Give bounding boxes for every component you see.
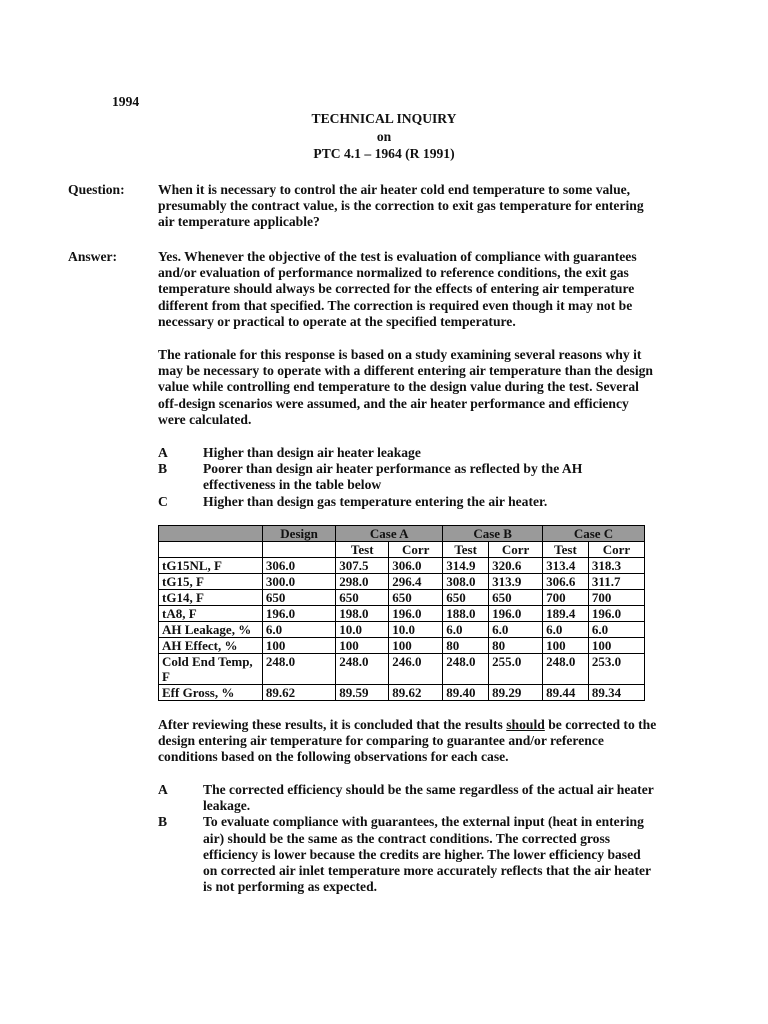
table-subheader: Test bbox=[336, 542, 389, 558]
table-group-header: Case B bbox=[443, 526, 543, 542]
table-cell: 306.6 bbox=[543, 574, 589, 590]
scenario-text: Higher than design air heater leakage bbox=[203, 445, 421, 460]
table-cell: 650 bbox=[389, 590, 443, 606]
table-subheader: Corr bbox=[389, 542, 443, 558]
table-cell: 253.0 bbox=[588, 654, 644, 685]
table-cell: 306.0 bbox=[262, 558, 335, 574]
table-row bbox=[159, 685, 645, 701]
table-subheader-blank bbox=[262, 542, 335, 558]
table-row-label: tG15NL, F bbox=[159, 558, 263, 574]
table-cell: 298.0 bbox=[336, 574, 389, 590]
table-cell: 6.0 bbox=[262, 622, 335, 638]
scenario-list bbox=[158, 445, 658, 510]
table-cell: 100 bbox=[588, 638, 644, 654]
table-cell: 100 bbox=[543, 638, 589, 654]
table-row-label: AH Effect, % bbox=[159, 638, 263, 654]
table-cell: 89.62 bbox=[262, 685, 335, 701]
scenario-marker: A bbox=[158, 445, 168, 460]
table-cell: 306.0 bbox=[389, 558, 443, 574]
table-cell: 296.4 bbox=[389, 574, 443, 590]
table-row bbox=[159, 622, 645, 638]
observation-item bbox=[158, 782, 658, 814]
table-subheader-row bbox=[159, 542, 645, 558]
table-cell: 313.9 bbox=[489, 574, 543, 590]
table-cell: 89.59 bbox=[336, 685, 389, 701]
table-cell: 189.4 bbox=[543, 606, 589, 622]
conclusion-text-post: be corrected to the design entering air temperature for comparing to guarantee and/or reference conditions based on the following observations for each case. bbox=[158, 717, 657, 765]
observation-list bbox=[158, 782, 658, 895]
table-cell: 248.0 bbox=[443, 654, 489, 685]
table-cell: 6.0 bbox=[543, 622, 589, 638]
scenario-item bbox=[158, 445, 658, 461]
table-cell: 650 bbox=[262, 590, 335, 606]
table-cell: 311.7 bbox=[588, 574, 644, 590]
table-cell: 89.34 bbox=[588, 685, 644, 701]
table-row-label: tA8, F bbox=[159, 606, 263, 622]
table-row-label: AH Leakage, % bbox=[159, 622, 263, 638]
observation-marker: A bbox=[158, 782, 168, 797]
table-cell: 196.0 bbox=[262, 606, 335, 622]
table-group-header: Case A bbox=[336, 526, 443, 542]
table-cell: 320.6 bbox=[489, 558, 543, 574]
question-text: When it is necessary to control the air heater cold end temperature to some value, presumably the contract value, is the correction to exit gas temperature for entering air temperature applicable? bbox=[158, 182, 644, 230]
table-cell: 80 bbox=[443, 638, 489, 654]
observation-text: To evaluate compliance with guarantees, the external input (heat in entering air) should be the same as the contract conditions. The corrected gross efficiency is lower because the credits are higher. The lower efficiency based on corrected air inlet temperature more accurately reflects that the air heater is not performing as expected. bbox=[203, 814, 651, 895]
table-subheader: Test bbox=[443, 542, 489, 558]
conclusion-paragraph bbox=[158, 717, 658, 766]
answer-label: Answer: bbox=[68, 249, 118, 264]
document-title-on: on bbox=[376, 129, 392, 144]
table-group-header-row bbox=[159, 526, 645, 542]
table-cell: 314.9 bbox=[443, 558, 489, 574]
table-cell: 300.0 bbox=[262, 574, 335, 590]
table-subheader: Test bbox=[543, 542, 589, 558]
table-subheader: Corr bbox=[489, 542, 543, 558]
year: 1994 bbox=[112, 94, 140, 109]
table-cell: 196.0 bbox=[389, 606, 443, 622]
scenario-item bbox=[158, 461, 658, 493]
table-group-header: Case C bbox=[543, 526, 645, 542]
table-cell: 650 bbox=[489, 590, 543, 606]
question-label: Question: bbox=[68, 182, 125, 197]
observation-marker: B bbox=[158, 814, 168, 830]
table-cell: 188.0 bbox=[443, 606, 489, 622]
table-row bbox=[159, 606, 645, 622]
table-cell: 650 bbox=[443, 590, 489, 606]
table-row-label: tG14, F bbox=[159, 590, 263, 606]
table-group-header: Design bbox=[262, 526, 335, 542]
table-cell: 6.0 bbox=[588, 622, 644, 638]
answer-paragraph-2: The rationale for this response is based on a study examining several reasons why it may be necessary to operate with a different entering air temperature than the design value while controlling end temperature to the design value during the test. Several off-design scenarios were assumed, and the air heater performance and efficiency were calculated. bbox=[158, 347, 653, 427]
table-cell: 198.0 bbox=[336, 606, 389, 622]
table-cell: 308.0 bbox=[443, 574, 489, 590]
table-cell: 196.0 bbox=[588, 606, 644, 622]
table-row bbox=[159, 654, 645, 685]
table-cell: 307.5 bbox=[336, 558, 389, 574]
table-row-label: tG15, F bbox=[159, 574, 263, 590]
observation-item bbox=[158, 814, 658, 895]
document-subtitle: PTC 4.1 – 1964 (R 1991) bbox=[313, 146, 455, 161]
table-cell: 100 bbox=[336, 638, 389, 654]
table-cell: 318.3 bbox=[588, 558, 644, 574]
table-cell: 89.40 bbox=[443, 685, 489, 701]
table-cell: 246.0 bbox=[389, 654, 443, 685]
scenario-item bbox=[158, 494, 658, 510]
table-cell: 80 bbox=[489, 638, 543, 654]
table-cell: 10.0 bbox=[336, 622, 389, 638]
table-cell: 89.62 bbox=[389, 685, 443, 701]
table-cell: 6.0 bbox=[489, 622, 543, 638]
table-cell: 196.0 bbox=[489, 606, 543, 622]
table-row bbox=[159, 574, 645, 590]
results-table bbox=[158, 525, 645, 701]
table-cell: 6.0 bbox=[443, 622, 489, 638]
table-row-label: Eff Gross, % bbox=[159, 685, 263, 701]
table-body bbox=[159, 558, 645, 701]
scenario-text: Higher than design gas temperature entering the air heater. bbox=[203, 493, 548, 509]
table-row-label: Cold End Temp, F bbox=[159, 654, 263, 685]
table-row bbox=[159, 638, 645, 654]
table-cell: 89.44 bbox=[543, 685, 589, 701]
table-cell: 89.29 bbox=[489, 685, 543, 701]
table-corner-cell bbox=[159, 526, 263, 542]
observation-text: The corrected efficiency should be the same regardless of the actual air heater leakage. bbox=[203, 782, 654, 814]
table-cell: 10.0 bbox=[389, 622, 443, 638]
table-cell: 650 bbox=[336, 590, 389, 606]
table-cell: 313.4 bbox=[543, 558, 589, 574]
table-cell: 100 bbox=[389, 638, 443, 654]
document-title: TECHNICAL INQUIRY bbox=[311, 111, 457, 126]
table-cell: 100 bbox=[262, 638, 335, 654]
conclusion-text-pre: After reviewing these results, it is concluded that the results bbox=[158, 717, 507, 732]
table-row bbox=[159, 558, 645, 574]
table-cell: 248.0 bbox=[262, 654, 335, 685]
table-cell: 700 bbox=[588, 590, 644, 606]
table-cell: 248.0 bbox=[543, 654, 589, 685]
table-row bbox=[159, 590, 645, 606]
table-cell: 248.0 bbox=[336, 654, 389, 685]
scenario-marker: C bbox=[158, 493, 168, 509]
scenario-text: Poorer than design air heater performance as reflected by the AH effectiveness in the table below bbox=[203, 461, 583, 493]
table-cell: 255.0 bbox=[489, 654, 543, 685]
conclusion-emphasis: should bbox=[506, 717, 545, 732]
table-subheader-blank bbox=[159, 542, 263, 558]
answer-paragraph-1: Yes. Whenever the objective of the test is evaluation of compliance with guarantees and/or evaluation of performance normalized to reference conditions, the exit gas temperature should always be corrected for the effects of entering air temperature different from that specified. The correction is required even though it may not be necessary or practical to operate at the specified temperature. bbox=[158, 249, 637, 329]
scenario-marker: B bbox=[158, 461, 168, 477]
table-subheader: Corr bbox=[588, 542, 644, 558]
table-cell: 700 bbox=[543, 590, 589, 606]
